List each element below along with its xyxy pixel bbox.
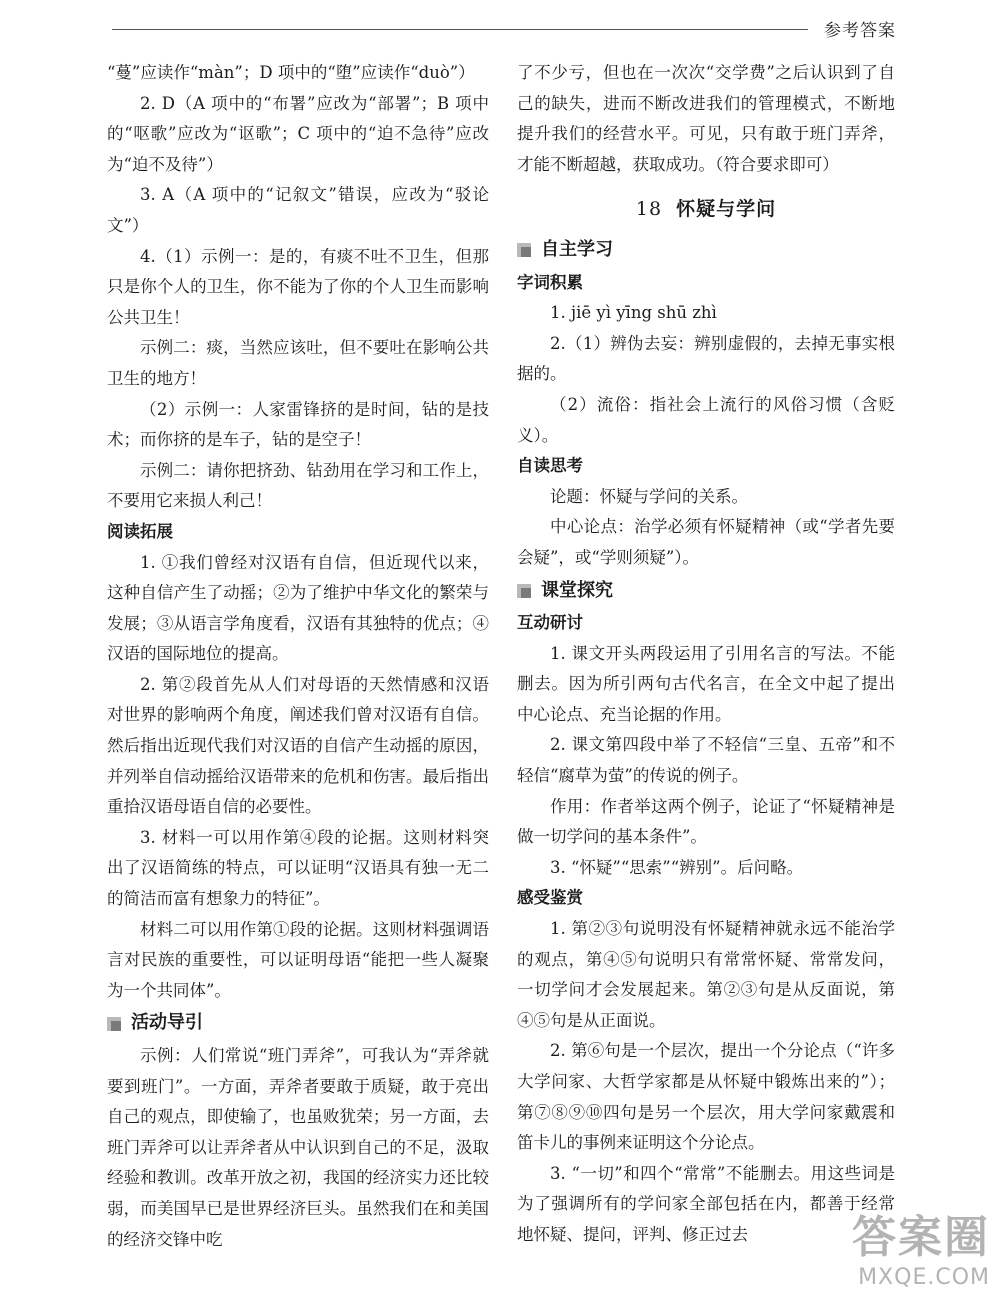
- paragraph: 2. 第②段首先从人们对母语的天然情感和汉语对世界的影响两个角度，阐述我们曾对汉语有自信。然后指出近现代我们对汉语的自信产生动摇的原因，并列举自信动摇给汉语带来的危机和伤害。最后指出重拾汉语母语自信的必要性。: [107, 674, 489, 817]
- header-rule: [112, 29, 808, 30]
- paragraph: 4.（1）示例一：是的，有痰不吐不卫生，但那只是你个人的卫生，你不能为了你的个人卫生而影响公共卫生！: [107, 246, 489, 327]
- paragraph: 示例二：请你把挤劲、钻劲用在学习和工作上，不要用它来损人利己！: [107, 460, 489, 511]
- paragraph: 作用：作者举这两个例子，论证了“怀疑精神是做一切学问的基本条件”。: [517, 796, 895, 847]
- lesson-title-text: 怀疑与学问: [676, 198, 777, 221]
- section-marker-icon: [107, 1017, 121, 1031]
- section-heading-classroom: [517, 576, 895, 607]
- paragraph: 了不少亏，但也在一次次“交学费”之后认识到了自己的缺失，进而不断改进我们的管理模式，不断地提升我们的经营水平。可见，只有敢于班门弄斧，才能不断超越，获取成功。（符合要求即可）: [517, 63, 895, 174]
- subheading-interactive: 互动研讨: [517, 613, 583, 633]
- subheading-appreciation: 感受鉴赏: [517, 888, 583, 908]
- section-heading-text: 自主学习: [541, 238, 613, 260]
- paragraph: 3. 材料一可以用作第④段的论据。这则材料突出了汉语简练的特点，可以证明“汉语具有独一无二的简洁而富有想象力的特征”。: [107, 827, 489, 909]
- lesson-number: 18: [635, 198, 663, 221]
- paragraph: 1. 课文开头两段运用了引用名言的写法。不能删去。因为所引两句古代名言，在全文中起了提出中心论点、充当论据的作用。: [517, 643, 895, 724]
- watermark-logo: 答案圈: [852, 1212, 990, 1263]
- paragraph: 2.（1）辨伪去妄：辨别虚假的，去掉无事实根据的。: [517, 333, 895, 384]
- paragraph: 材料二可以用作第①段的论据。这则材料强调语言对民族的重要性，可以证明母语“能把一些人凝聚为一个共同体”。: [107, 919, 489, 1000]
- paragraph: “蔓”应读作“màn”；D 项中的“堕”应读作“duò”）: [107, 63, 475, 82]
- paragraph: （2）示例一：人家雷锋挤的是时间，钻的是技术；而你挤的是车子，钻的是空子！: [107, 399, 489, 450]
- subheading-vocabulary: 字词积累: [517, 272, 583, 292]
- watermark: [852, 1201, 990, 1290]
- paragraph: 论题：怀疑与学问的关系。: [550, 486, 748, 506]
- paragraph: 1. jiē yì yīng shū zhì: [550, 303, 717, 323]
- header-title: 参考答案: [824, 21, 896, 41]
- paragraph: 3. A（A 项中的“记叙文”错误，应改为“驳论文”）: [107, 185, 489, 235]
- right-column: [517, 58, 895, 1251]
- section-heading-self-study: [517, 235, 895, 266]
- watermark-url: MXQE.COM: [858, 1265, 990, 1290]
- subheading-reading-extension: 阅读拓展: [107, 521, 173, 541]
- paragraph: 2. 第⑥句是一个层次，提出一个分论点（“许多大学问家、大哲学家都是从怀疑中锻炼出来的”）；第⑦⑧⑨⑩四句是另一个层次，用大学问家戴震和笛卡儿的事例来证明这个分论点。: [517, 1041, 895, 1153]
- page-header: [0, 0, 1000, 50]
- paragraph: 2. 课文第四段中举了不轻信“三皇、五帝”和不轻信“腐草为萤”的传说的例子。: [517, 735, 895, 786]
- paragraph: 1. ①我们曾经对汉语有自信，但近现代以来，这种自信产生了动摇；②为了维护中华文化的繁荣与发展；③从语言学角度看，汉语有其独特的优点；④汉语的国际地位的提高。: [107, 552, 489, 664]
- section-heading-activity-guide: [107, 1008, 489, 1039]
- paragraph: （2）流俗：指社会上流行的风俗习惯（含贬义）。: [517, 394, 895, 445]
- paragraph: 3. “一切”和四个“常常”不能删去。用这些词是为了强调所有的学问家全部包括在内，都善于经常地怀疑、提问，评判、修正过去: [517, 1163, 895, 1244]
- paragraph: 示例二：痰，当然应该吐，但不要吐在影响公共卫生的地方！: [107, 338, 489, 388]
- section-heading-text: 课堂探究: [541, 579, 613, 601]
- subheading-reading-thinking: 自读思考: [517, 456, 583, 476]
- paragraph: 3. “怀疑”“思索”“辨别”。后问略。: [550, 857, 804, 877]
- lesson-title: [517, 194, 895, 225]
- paragraph: 示例：人们常说“班门弄斧”，可我认为“弄斧就要到班门”。一方面，弄斧者要敢于质疑，敢于亮出自己的观点，即使输了，也虽败犹荣；另一方面，去班门弄斧可以让弄斧者从中认识到自己的不足，汲取经验和教训。改革开放之初，我国的经济实力还比较弱，而美国早已是世界经济巨头。虽然我们在和美国的经济交锋中吃: [107, 1046, 489, 1249]
- section-marker-icon: [517, 243, 531, 257]
- section-heading-text: 活动导引: [131, 1012, 203, 1034]
- left-column: [107, 58, 489, 1255]
- section-marker-icon: [517, 584, 531, 598]
- paragraph: 中心论点：治学必须有怀疑精神（或“学者先要会疑”，或“学则须疑”）。: [517, 517, 895, 567]
- paragraph: 1. 第②③句说明没有怀疑精神就永远不能治学的观点，第④⑤句说明只有常常怀疑、常常发问，一切学问才会发展起来。第②③句是从反面说，第④⑤句是从正面说。: [517, 919, 895, 1030]
- paragraph: 2. D（A 项中的“布署”应改为“部署”；B 项中的“呕歌”应改为“讴歌”；C 项中的“迫不急待”应改为“迫不及待”）: [107, 93, 489, 174]
